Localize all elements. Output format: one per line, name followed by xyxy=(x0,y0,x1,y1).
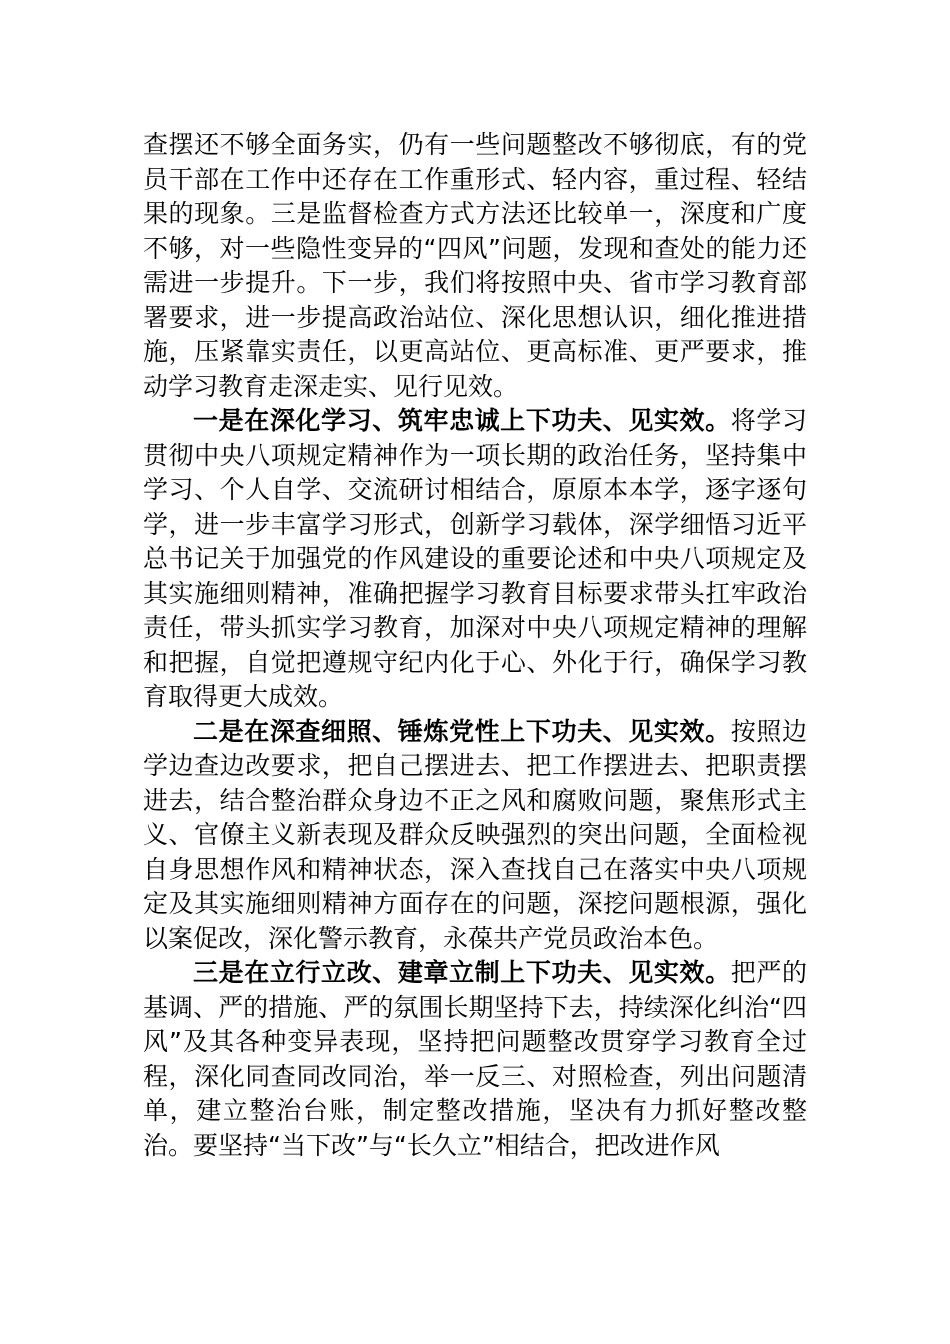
section-paragraph-3 xyxy=(143,956,807,1163)
section-body-1: 将学习贯彻中央八项规定精神作为一项长期的政治任务，坚持集中学习、个人自学、交流研讨相结合，原原本本学，逐字逐句学，进一步丰富学习形式，创新学习载体，深学细悟习近平总书记关于加强党的作风建设的重要论述和中央八项规定及其实施细则精神，准确把握学习教育目标要求带头扛牢政治责任，带头抓实学习教育，加深对中央八项规定精神的理解和把握，自觉把遵规守纪内化于心、外化于行，确保学习教育取得更大成效。 xyxy=(143,406,807,711)
section-lead-3: 三是在立行立改、建章立制上下功夫、见实效。 xyxy=(193,958,731,987)
intro-paragraph: 查摆还不够全面务实，仍有一些问题整改不够彻底，有的党员干部在工作中还存在工作重形式、轻内容，重过程、轻结果的现象。三是监督检查方式方法还比较单一，深度和广度不够，对一些隐性变异的“四风”问题，发现和查处的能力还需进一步提升。下一步，我们将按照中央、省市学习教育部署要求，进一步提高政治站位、深化思想认识，细化推进措施，压紧靠实责任，以更高站位、更高标准、更严要求，推动学习教育走深走实、见行见效。 xyxy=(143,130,807,401)
section-paragraph-2 xyxy=(143,715,807,957)
document-body xyxy=(143,128,807,1163)
section-paragraph-1 xyxy=(143,404,807,715)
section-lead-1: 一是在深化学习、筑牢忠诚上下功夫、见实效。 xyxy=(193,406,731,435)
section-body-3: 把严的基调、严的措施、严的氛围长期坚持下去，持续深化纠治“四风”及其各种变异表现，坚持把问题整改贯穿学习教育全过程，深化同查同改同治，举一反三、对照检查，列出问题清单，建立整治台账，制定整改措施，坚决有力抓好整改整治。要坚持“当下改”与“长久立”相结合，把改进作风 xyxy=(143,958,807,1160)
section-body-2: 按照边学边查边改要求，把自己摆进去、把工作摆进去、把职责摆进去，结合整治群众身边不正之风和腐败问题，聚焦形式主义、官僚主义新表现及群众反映强烈的突出问题，全面检视自身思想作风和精神状态，深入查找自己在落实中央八项规定及其实施细则精神方面存在的问题，深挖问题根源，强化以案促改，深化警示教育，永葆共产党员政治本色。 xyxy=(143,716,807,953)
section-lead-2: 二是在深查细照、锤炼党性上下功夫、见实效。 xyxy=(193,716,731,746)
